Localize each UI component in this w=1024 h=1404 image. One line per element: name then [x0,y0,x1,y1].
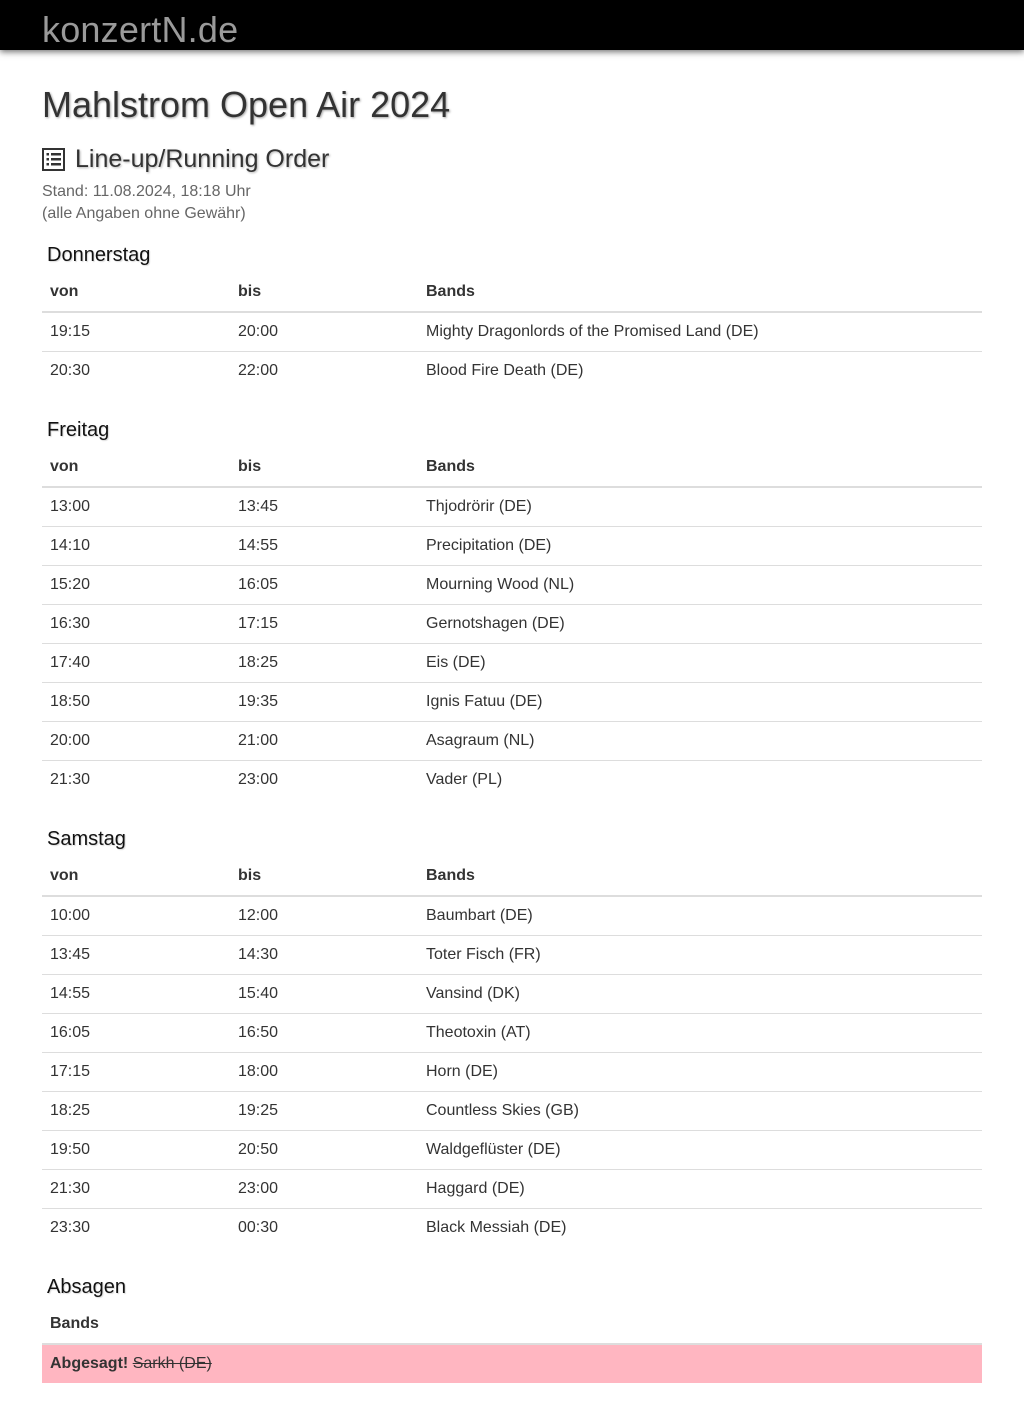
slot-end: 15:40 [230,974,418,1013]
slot-end: 18:00 [230,1052,418,1091]
slot-band: Countless Skies (GB) [418,1091,982,1130]
table-row [42,896,982,935]
cancelled-band-cell [42,1344,982,1383]
slot-band: Blood Fire Death (DE) [418,351,982,390]
slot-band: Thjodrörir (DE) [426,497,532,515]
slot-end: 13:45 [238,497,279,515]
slot-start: 18:25 [42,1091,230,1130]
column-header-bands: Bands [42,1305,982,1344]
slot-end: 19:25 [230,1091,418,1130]
slot-band: Ignis Fatuu (DE) [418,682,982,721]
slot-band: Asagraum (NL) [418,721,982,760]
schedule-table-samstag [42,857,982,1247]
list-icon [42,148,65,171]
table-row [42,721,982,760]
slot-band: Waldgeflüster (DE) [418,1130,982,1169]
table-row [42,682,982,721]
table-row [42,1013,982,1052]
slot-start: 21:30 [42,1169,230,1208]
slot-end: 22:00 [230,351,418,390]
slot-band: Black Messiah (DE) [418,1208,982,1247]
slot-start: 16:05 [42,1013,230,1052]
slot-start: 18:50 [42,682,230,721]
slot-end: 18:25 [230,643,418,682]
table-row [42,1208,982,1247]
slot-start: 20:00 [42,721,230,760]
day-title-freitag: Freitag [47,419,110,441]
slot-end: 14:55 [230,526,418,565]
table-row [42,1130,982,1169]
slot-band: Baumbart (DE) [426,906,533,924]
table-row [42,643,982,682]
slot-band: Theotoxin (AT) [418,1013,982,1052]
slot-start: 20:30 [42,351,230,390]
cancellations-table [42,1305,982,1383]
top-navbar [0,0,1024,50]
table-row [42,974,982,1013]
slot-end: 19:35 [230,682,418,721]
slot-start: 15:20 [42,565,230,604]
slot-end: 12:00 [238,906,279,924]
slot-start: 19:15 [50,322,91,340]
cancelled-label: Abgesagt! [50,1355,129,1372]
slot-start: 23:30 [42,1208,230,1247]
column-header-bis: bis [230,273,418,312]
table-row [42,565,982,604]
cancellations-title: Absagen [47,1276,126,1298]
lineup-heading-text: Line-up/Running Order [75,145,330,173]
slot-band: Gernotshagen (DE) [418,604,982,643]
slot-band: Vansind (DK) [418,974,982,1013]
update-info [42,181,251,225]
slot-band: Mourning Wood (NL) [418,565,982,604]
slot-end: 23:00 [230,760,418,799]
slot-start: 17:15 [42,1052,230,1091]
slot-band: Mighty Dragonlords of the Promised Land (DE) [426,322,759,340]
slot-band: Haggard (DE) [418,1169,982,1208]
table-row [42,1169,982,1208]
slot-end: 16:50 [230,1013,418,1052]
slot-end: 23:00 [230,1169,418,1208]
column-header-bands: Bands [418,448,982,487]
slot-band: Vader (PL) [418,760,982,799]
page-title: Mahlstrom Open Air 2024 [42,84,451,125]
schedule-table-donnerstag [42,273,982,390]
column-header-bands: Bands [418,273,982,312]
slot-band: Toter Fisch (FR) [418,935,982,974]
slot-end: 20:00 [238,322,279,340]
column-header-bands: Bands [418,857,982,896]
cancelled-band-row [42,1344,982,1383]
slot-end: 00:30 [230,1208,418,1247]
slot-end: 21:00 [230,721,418,760]
table-row [42,1052,982,1091]
table-row [42,935,982,974]
schedule-table-freitag [42,448,982,799]
slot-band: Precipitation (DE) [418,526,982,565]
table-row [42,351,982,390]
slot-start: 14:10 [42,526,230,565]
column-header-von: von [42,857,230,896]
slot-start: 17:40 [42,643,230,682]
slot-start: 14:55 [42,974,230,1013]
column-header-bis: bis [230,857,418,896]
table-row [42,312,982,351]
column-header-bis: bis [230,448,418,487]
main-content [42,84,982,1372]
updated-timestamp: Stand: 11.08.2024, 18:18 Uhr [42,183,251,200]
slot-start: 13:00 [50,497,91,515]
day-title-samstag: Samstag [47,828,126,850]
lineup-heading [42,144,329,174]
table-row [42,604,982,643]
slot-end: 17:15 [230,604,418,643]
disclaimer: (alle Angaben ohne Gewähr) [42,205,246,222]
column-header-von: von [42,273,230,312]
slot-band: Horn (DE) [418,1052,982,1091]
table-row [42,487,982,526]
slot-end: 14:30 [230,935,418,974]
table-row [42,760,982,799]
slot-start: 10:00 [50,906,91,924]
site-brand-link[interactable]: konzertN.de [42,9,239,50]
slot-start: 19:50 [42,1130,230,1169]
table-row [42,526,982,565]
slot-start: 16:30 [42,604,230,643]
slot-start: 13:45 [42,935,230,974]
cancelled-band-name: Sarkh (DE) [132,1355,212,1372]
slot-start: 21:30 [42,760,230,799]
column-header-von: von [42,448,230,487]
day-title-donnerstag: Donnerstag [47,244,151,266]
table-row [42,1091,982,1130]
slot-end: 20:50 [230,1130,418,1169]
slot-end: 16:05 [230,565,418,604]
slot-band: Eis (DE) [418,643,982,682]
